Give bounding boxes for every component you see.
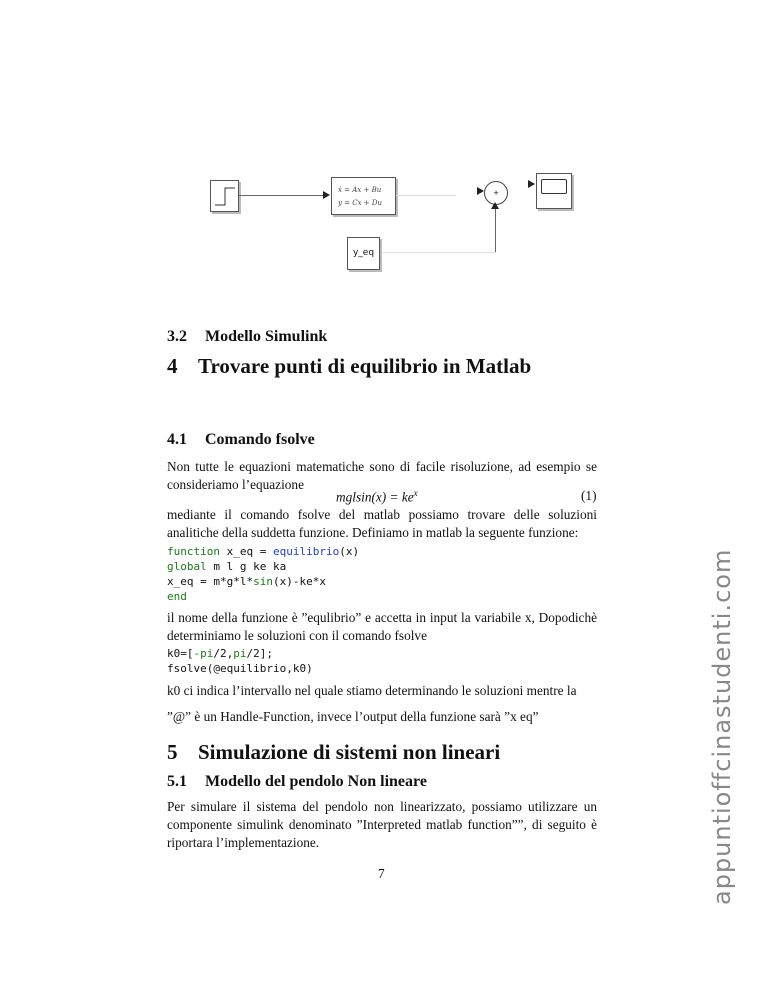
code-line: fsolve(@equilibrio,k0) (167, 662, 313, 675)
section-title: Modello Simulink (205, 328, 328, 345)
section-title: Comando fsolve (205, 431, 315, 448)
code-line (167, 589, 359, 604)
sum-sign: + (493, 189, 499, 197)
signal-line (378, 252, 496, 253)
code-function: sin (253, 575, 273, 588)
section-title: Trovare punti di equilibrio in Matlab (198, 354, 532, 378)
watermark: appuntioffcinastudenti.com (708, 548, 736, 905)
code-text: (x)-ke*x (272, 575, 326, 588)
step-block (210, 180, 239, 212)
code-text: /2]; (246, 647, 273, 660)
simulink-diagram (195, 160, 595, 305)
section-title: Simulazione di sistemi non lineari (198, 740, 501, 764)
code-keyword: global (167, 560, 207, 573)
section-title: Modello del pendolo Non lineare (205, 773, 427, 790)
equation-number: (1) (581, 488, 597, 503)
arrow-icon (477, 187, 484, 195)
section-heading-5 (167, 740, 500, 765)
signal-line (239, 195, 323, 196)
output-eq: y = Cx + Du (338, 199, 383, 207)
step-icon (211, 181, 238, 211)
code-text: x_eq = m*g*l* (167, 575, 254, 588)
code-keyword: function (167, 545, 220, 558)
arrow-icon (528, 180, 535, 188)
code-block (167, 646, 313, 676)
paragraph: Per simulare il sistema del pendolo non linearizzato, possiamo utilizzare un componente simulink denominato ”Interpreted matlab function””, di seguito è riportara l’implementazione. (167, 799, 597, 850)
signal-line (396, 195, 456, 196)
section-number: 4.1 (167, 431, 187, 448)
code-keyword: -pi (193, 647, 214, 660)
code-line (167, 646, 313, 661)
paragraph: ”@” è un Handle-Function, invece l’output della funzione sarà ”x eq” (167, 709, 539, 724)
arrow-icon (491, 202, 499, 209)
section-number: 5.1 (167, 773, 187, 790)
section-heading-3-2 (167, 328, 327, 346)
constant-label: y_eq (352, 248, 375, 258)
paragraph: il nome della funzione è ”equlibrio” e accetta in input la variabile x, Dopodichè determiniamo le soluzioni con il comando fsolve (167, 610, 597, 643)
code-text: m l g ke ka (206, 560, 287, 573)
state-space-block (331, 177, 396, 215)
equation-exponent: x (413, 488, 418, 498)
code-line (167, 559, 359, 574)
scope-screen (541, 179, 567, 194)
section-heading-4 (167, 354, 531, 379)
paragraph: Non tutte le equazioni matematiche sono di facile risoluzione, ad esempio se consideriamo l’equazione (167, 459, 597, 492)
constant-block (347, 237, 380, 270)
code-function: equilibrio (272, 545, 340, 558)
code-text: k0=[ (167, 647, 194, 660)
scope-block (536, 173, 572, 209)
section-number: 3.2 (167, 328, 187, 345)
code-text: (x) (339, 545, 360, 558)
code-line (167, 574, 359, 589)
state-eq: ẋ = Ax + Bu (338, 186, 382, 194)
code-block (167, 544, 359, 604)
section-number: 4 (167, 354, 178, 378)
code-line (167, 544, 359, 559)
code-keyword: end (167, 590, 187, 603)
equation (336, 488, 418, 505)
paragraph: k0 ci indica l’intervallo nel quale stiamo determinando le soluzioni mentre la (167, 683, 577, 698)
code-text: /2, (213, 647, 234, 660)
equation-body: mglsin(x) = ke (336, 489, 414, 505)
section-heading-5-1 (167, 773, 427, 791)
code-keyword: pi (233, 647, 247, 660)
section-number: 5 (167, 740, 178, 764)
code-text: x_eq = (219, 545, 273, 558)
paragraph: mediante il comando fsolve del matlab possiamo trovare delle soluzioni analitiche della suddetta funzione. Definiamo in matlab la seguente funzione: (167, 507, 597, 540)
arrow-icon (323, 191, 330, 199)
page-number: 7 (378, 866, 385, 881)
signal-line (495, 207, 496, 253)
section-heading-4-1 (167, 431, 315, 449)
